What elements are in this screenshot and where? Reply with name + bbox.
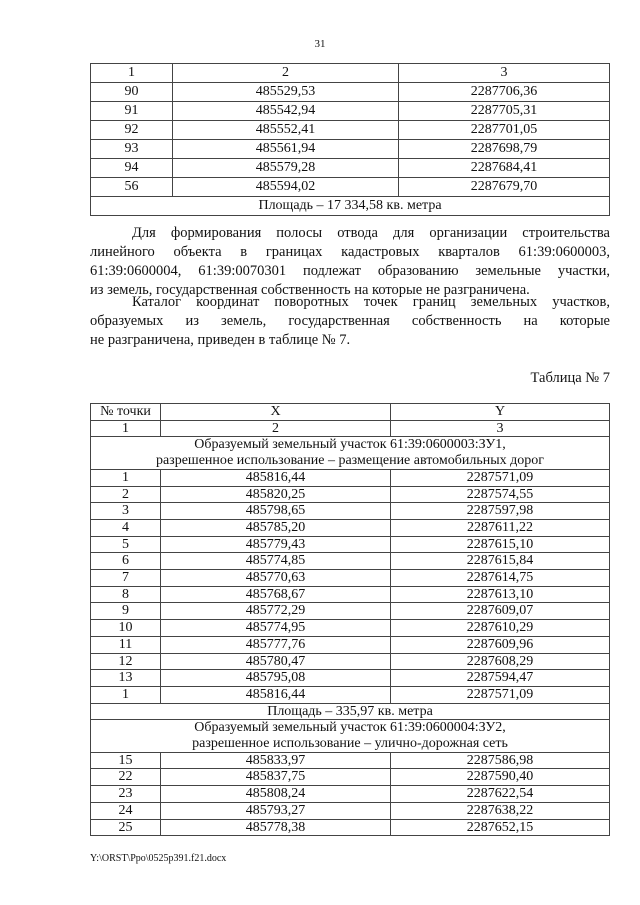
parcel-title-row-cell — [91, 720, 610, 752]
y-cell: 2287609,96 — [391, 636, 610, 653]
table-row — [91, 570, 610, 587]
x-cell: 485798,65 — [161, 503, 391, 520]
table-row — [91, 121, 610, 140]
x-cell: 485542,94 — [173, 102, 399, 121]
x-cell: 485770,63 — [161, 570, 391, 587]
x-cell: 485774,95 — [161, 620, 391, 637]
header-row — [91, 64, 610, 83]
y-cell: 2287701,05 — [399, 121, 610, 140]
area-row-cell — [91, 703, 610, 720]
table-row — [91, 159, 610, 178]
y-cell: 2287614,75 — [391, 570, 610, 587]
y-cell: 2287586,98 — [391, 752, 610, 769]
table-row — [91, 686, 610, 703]
y-cell: 3 — [399, 64, 610, 83]
x-cell: 485579,28 — [173, 159, 399, 178]
parcel-title-row — [91, 437, 610, 469]
y-cell: 2287597,98 — [391, 503, 610, 520]
table-row — [91, 503, 610, 520]
table-row — [91, 752, 610, 769]
point-number-cell: 4 — [91, 519, 161, 536]
y-cell: Y — [391, 404, 610, 421]
parcel-title-row-line: Образуемый земельный участок 61:39:0600004:ЗУ2, — [194, 720, 506, 736]
x-cell: 485820,25 — [161, 486, 391, 503]
point-number-cell: 1 — [91, 420, 161, 437]
page-number: 31 — [314, 38, 326, 50]
x-cell: 485774,85 — [161, 553, 391, 570]
point-number-cell: 2 — [91, 486, 161, 503]
paragraph-line: не разграничена, приведен в таблице № 7. — [90, 332, 351, 348]
x-cell: 485779,43 — [161, 536, 391, 553]
paragraph-line: образуемых из земель, государственная собственность на которые — [90, 313, 610, 329]
table-row — [91, 653, 610, 670]
y-cell: 2287590,40 — [391, 769, 610, 786]
table-row — [91, 819, 610, 836]
paragraph-line: Для формирования полосы отвода для организации строительства — [132, 225, 610, 241]
point-number-cell: 1 — [91, 686, 161, 703]
point-number-cell: 94 — [91, 159, 173, 178]
y-cell: 2287698,79 — [399, 140, 610, 159]
column-number-row — [91, 420, 610, 437]
y-cell: 2287679,70 — [399, 178, 610, 197]
table-row — [91, 802, 610, 819]
y-cell: 2287705,31 — [399, 102, 610, 121]
x-cell: 485772,29 — [161, 603, 391, 620]
table-row — [91, 769, 610, 786]
y-cell: 2287610,29 — [391, 620, 610, 637]
y-cell: 2287615,84 — [391, 553, 610, 570]
table-row — [91, 469, 610, 486]
table-row — [91, 536, 610, 553]
parcel-title-row — [91, 720, 610, 752]
table-row — [91, 586, 610, 603]
x-cell: 485795,08 — [161, 670, 391, 687]
y-cell: 2287613,10 — [391, 586, 610, 603]
paragraph-land-formation — [90, 224, 610, 300]
point-number-cell: 1 — [91, 64, 173, 83]
x-cell: 485594,02 — [173, 178, 399, 197]
point-number-cell: 11 — [91, 636, 161, 653]
point-number-cell: 15 — [91, 752, 161, 769]
point-number-cell: 9 — [91, 603, 161, 620]
coordinates-table-7 — [90, 403, 610, 836]
paragraph-line: Каталог координат поворотных точек границ земельных участков, — [132, 294, 610, 310]
y-cell: 2287574,55 — [391, 486, 610, 503]
x-cell: 485529,53 — [173, 83, 399, 102]
area-row-line: Площадь – 17 334,58 кв. метра — [258, 198, 442, 213]
x-cell: 485780,47 — [161, 653, 391, 670]
x-cell: X — [161, 404, 391, 421]
x-cell: 485837,75 — [161, 769, 391, 786]
table-row — [91, 636, 610, 653]
paragraph-line: 61:39:0600004, 61:39:0070301 подлежат образованию земельные участки, — [90, 263, 610, 279]
paragraph-catalog-reference — [90, 293, 610, 350]
table-row — [91, 670, 610, 687]
table-row — [91, 102, 610, 121]
point-number-cell: 25 — [91, 819, 161, 836]
table-caption: Таблица № 7 — [530, 370, 610, 386]
point-number-cell: 13 — [91, 670, 161, 687]
point-number-cell: 1 — [91, 469, 161, 486]
y-cell: 2287571,09 — [391, 686, 610, 703]
table-row — [91, 620, 610, 637]
x-cell: 485778,38 — [161, 819, 391, 836]
point-number-cell: 56 — [91, 178, 173, 197]
table-row — [91, 519, 610, 536]
file-path-footer: Y:\ORST\Ppo\0525p391.f21.docx — [90, 853, 227, 864]
y-cell: 2287571,09 — [391, 469, 610, 486]
point-number-cell: 12 — [91, 653, 161, 670]
x-cell: 485833,97 — [161, 752, 391, 769]
x-cell: 485552,41 — [173, 121, 399, 140]
x-cell: 485793,27 — [161, 802, 391, 819]
point-number-cell: 8 — [91, 586, 161, 603]
point-number-cell: 90 — [91, 83, 173, 102]
point-number-cell: 5 — [91, 536, 161, 553]
x-cell: 485777,76 — [161, 636, 391, 653]
x-cell: 485816,44 — [161, 686, 391, 703]
y-cell: 2287608,29 — [391, 653, 610, 670]
parcel-title-row-cell — [91, 437, 610, 469]
x-cell: 2 — [173, 64, 399, 83]
y-cell: 2287611,22 — [391, 519, 610, 536]
parcel-title-row-line: разрешенное использование – размещение автомобильных дорог — [155, 453, 545, 469]
table-row — [91, 83, 610, 102]
point-number-cell: 23 — [91, 786, 161, 803]
table-row — [91, 486, 610, 503]
table-row — [91, 603, 610, 620]
point-number-cell: 10 — [91, 620, 161, 637]
point-number-cell: № точки — [91, 404, 161, 421]
point-number-cell: 6 — [91, 553, 161, 570]
point-number-cell: 91 — [91, 102, 173, 121]
x-cell: 485785,20 — [161, 519, 391, 536]
y-cell: 3 — [391, 420, 610, 437]
table-row — [91, 140, 610, 159]
paragraph-line: линейного объекта в границах кадастровых кварталов 61:39:0600003, — [90, 244, 610, 260]
point-number-cell: 92 — [91, 121, 173, 140]
point-number-cell: 7 — [91, 570, 161, 587]
x-cell: 485768,67 — [161, 586, 391, 603]
parcel-title-row-line: разрешенное использование – улично-дорожная сеть — [192, 736, 508, 752]
area-row — [91, 703, 610, 720]
y-cell: 2287652,15 — [391, 819, 610, 836]
y-cell: 2287684,41 — [399, 159, 610, 178]
area-row — [91, 197, 610, 216]
y-cell: 2287706,36 — [399, 83, 610, 102]
header-row — [91, 404, 610, 421]
point-number-cell: 93 — [91, 140, 173, 159]
point-number-cell: 3 — [91, 503, 161, 520]
point-number-cell: 22 — [91, 769, 161, 786]
table-row — [91, 786, 610, 803]
area-row-line: Площадь – 335,97 кв. метра — [267, 703, 433, 719]
x-cell: 2 — [161, 420, 391, 437]
point-number-cell: 24 — [91, 802, 161, 819]
parcel-title-row-line: Образуемый земельный участок 61:39:0600003:ЗУ1, — [194, 437, 506, 453]
coordinates-table-continued — [90, 63, 610, 216]
x-cell: 485808,24 — [161, 786, 391, 803]
y-cell: 2287615,10 — [391, 536, 610, 553]
y-cell: 2287638,22 — [391, 802, 610, 819]
paragraph-line: из земель, государственная собственность на которые не разграничена. — [90, 282, 530, 298]
table-row — [91, 553, 610, 570]
table-row — [91, 178, 610, 197]
x-cell: 485816,44 — [161, 469, 391, 486]
y-cell: 2287594,47 — [391, 670, 610, 687]
area-row-cell — [91, 197, 610, 216]
y-cell: 2287622,54 — [391, 786, 610, 803]
x-cell: 485561,94 — [173, 140, 399, 159]
y-cell: 2287609,07 — [391, 603, 610, 620]
